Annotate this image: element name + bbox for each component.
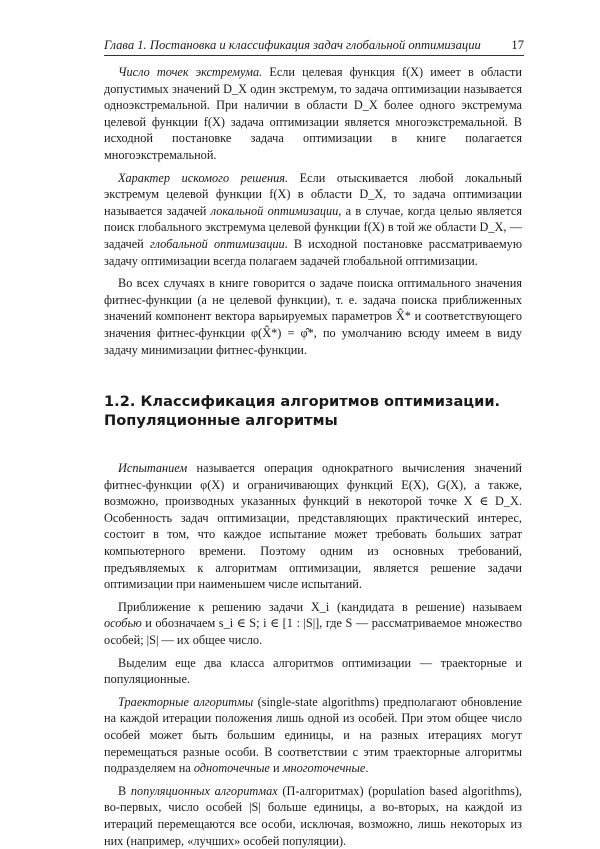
page-body bbox=[104, 64, 522, 849]
paragraph-trajectory bbox=[104, 694, 522, 777]
section-heading bbox=[104, 392, 522, 430]
lead-term: Характер искомого решения. bbox=[118, 170, 289, 185]
paragraph-text: и обозначаем s_i ∈ S; i ∈ [1 : |S|], где S — рассматриваемое множество особей; |S| — их общее число. bbox=[104, 616, 523, 648]
paragraph-text: Если целевая функция f(X) имеет в области допустимых значений D_X один экстремум, то задача оптимизации называется одноэкстремальной. При наличии в области D_X более одного экстремума целевой функции f(X) задача оптимизации является многоэкстремальной. В исходной постановке задача оптимизации в книге полагается многоэкстремальной. bbox=[104, 65, 523, 162]
page-number: 17 bbox=[511, 38, 524, 52]
paragraph-text: (П-алгоритмах) (population based algorithms), во-первых, число особей |S| больше единицы, а во-вторых, на каждой из итераций перемещаются все особи, исключая, возможно, лишь некоторых из них (например, «лучших» особей популяции). bbox=[104, 783, 523, 848]
paragraph-fitness bbox=[104, 275, 522, 358]
paragraph-text: В bbox=[118, 783, 127, 798]
paragraph-text: и bbox=[272, 761, 280, 776]
section-heading-line-1: 1.2. Классификация алгоритмов оптимизации. bbox=[104, 393, 501, 411]
paragraph-text: . В исходной постановке рассматриваемую задачу оптимизации всегда полагаем задачей глобальной оптимизации. bbox=[104, 236, 523, 268]
term-population-algorithms: популяционных алгоритмах bbox=[130, 783, 278, 798]
paragraph-individual bbox=[104, 599, 522, 649]
paragraph-classes bbox=[104, 655, 522, 688]
running-title: Глава 1. Постановка и классификация задач глобальной оптимизации bbox=[104, 38, 481, 52]
term-multi-point: многоточечные bbox=[282, 761, 366, 776]
lead-term: Испытанием bbox=[118, 461, 188, 476]
lead-term: Число точек экстремума. bbox=[118, 65, 263, 79]
term-single-point: одноточечные bbox=[193, 761, 270, 776]
paragraph-extremum-count bbox=[104, 64, 522, 164]
lead-term: Траекторные алгоритмы bbox=[118, 694, 254, 709]
paragraph-text: , а в случае, когда целью является поиск глобального экстремума целевой функции f(X) в той же области D_X, — задачей bbox=[104, 203, 522, 251]
paragraph-text: Приближение к решению задачи X_i (кандидата в решение) называем bbox=[118, 599, 522, 614]
paragraph-trial bbox=[104, 460, 522, 593]
running-header bbox=[104, 37, 524, 56]
paragraph-text: называется операция однократного вычисления значений фитнес-функции φ(X) и ограничивающих функций E(X), G(X), а также, возможно, производных указанных функций в некоторой точке X ∈ D_X. Особенность задач оптимизации, представляющих практический интерес, состоит в том, что каждое испытание может требовать больших затрат компьютерного времени. Поэтому одним из основных требований, предъявляемых к алгоритмам оптимизации, является решение задачи оптимизации при наименьшем числе испытаний. bbox=[104, 461, 522, 592]
paragraph-text: Если отыскивается любой локальный экстремум целевой функции f(X) в области D_X, то задача оптимизации называется задачей bbox=[104, 170, 522, 218]
paragraph-population bbox=[104, 783, 522, 849]
paragraph-text: (single-state algorithms) предполагают обновление на каждой итерации положения лишь одной из особей. При этом общее число особей может быть большим единицы, и на разных итерациях могут перемещаться разные особи. В соответствии с этим траекторные алгоритмы подразделяем на bbox=[104, 694, 522, 776]
paragraph-text: . bbox=[365, 761, 369, 776]
paragraph-text: Во всех случаях в книге говорится о задаче поиска оптимального значения фитнес-функции (а не целевой функции), т. е. задача поиска приближенных значений компонент вектора варьируемых параметров X̂* и соответствующего значения фитнес-функции φ(X̂*) = φ̂*, по умолчанию всюду имеем в виду задачу минимизации фитнес-функции. bbox=[104, 276, 522, 357]
paragraph-solution-type bbox=[104, 170, 522, 270]
term-individual: особью bbox=[104, 616, 142, 631]
section-heading-line-2: Популяционные алгоритмы bbox=[104, 412, 338, 430]
paragraph-text: Выделим еще два класса алгоритмов оптимизации — траекторные и популяционные. bbox=[104, 655, 522, 687]
term-local-optimization: локальной оптимизации bbox=[210, 203, 339, 218]
term-global-optimization: глобальной оптимизации bbox=[149, 236, 285, 251]
